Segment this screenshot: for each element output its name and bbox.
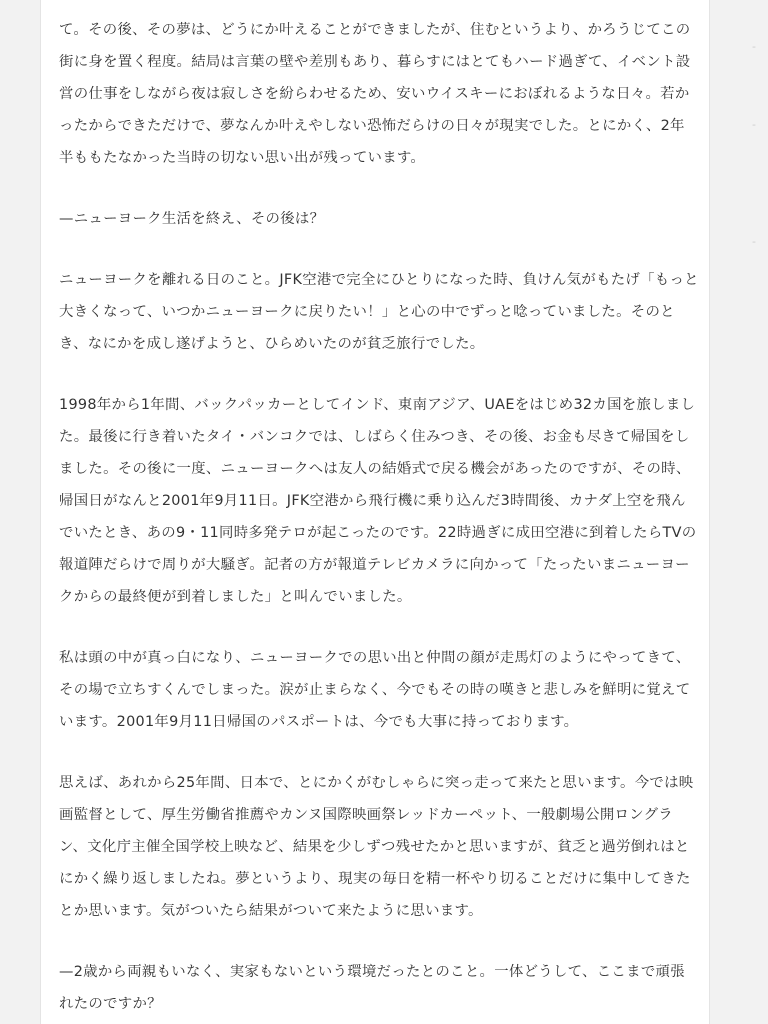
side-dash-mark: -	[752, 118, 756, 131]
paragraph-25-years: 思えば、あれから25年間、日本で、とにかくがむしゃらに突っ走って来たと思います。今では映画監督として、厚生労働省推薦やカンヌ国際映画祭レッドカーペット、一般劇場公開ロングラン、文化庁主催全国学校上映など、結果を少しずつ残せたかと思いますが、貧乏と過労倒れはとにかく繰り返しましたね。夢というより、現実の毎日を精一杯やり切ることだけに集中してきたとか思います。気がついたら結果がついて来たように思います。	[59, 775, 694, 919]
interview-question-childhood: —2歳から両親もいなく、実家もないという環境だったとのこと。一体どうして、ここまで頑張れたのですか？	[59, 964, 685, 1012]
paragraph-nyc-life: て。その後、その夢は、どうにか叶えることができましたが、住むというより、かろうじてこの街に身を置く程度。結局は言葉の壁や差別もあり、暮らすにはとてもハード過ぎて、イベント設営の仕事をしながら夜は寂しさを紛らわせるため、安いウイスキーにおぼれるような日々。若かったからできただけで、夢なんか叶えやしない恐怖だらけの日々が現実でした。とにかく、2年半ももたなかった当時の切ない思い出が残っています。	[59, 22, 691, 166]
article-body	[59, 14, 699, 1024]
paragraph-leaving-nyc: ニューヨークを離れる日のこと。JFK空港で完全にひとりになった時、負けん気がもたげ「もっと大きくなって、いつかニューヨークに戻りたい！」と心の中でずっと唸っていました。そのとき、なにかを成し遂げようと、ひらめいたのが貧乏旅行でした。	[59, 272, 699, 352]
paragraph-911-memory: 私は頭の中が真っ白になり、ニューヨークでの思い出と仲間の顔が走馬灯のようにやってきて、その場で立ちすくんでしまった。涙が止まらなく、今でもその時の嘆きと悲しみを鮮明に覚えています。2001年9月11日帰国のパスポートは、今でも大事に持っております。	[59, 650, 691, 730]
side-dash-mark: -	[752, 235, 756, 248]
interview-question-after-nyc: —ニューヨーク生活を終え、その後は？	[59, 211, 325, 227]
side-dash-mark: -	[752, 40, 756, 53]
paragraph-backpacking-travel: 1998年から1年間、バックパッカーとしてインド、東南アジア、UAEをはじめ32カ国を旅しました。最後に行き着いたタイ・バンコクでは、しばらく住みつき、その後、お金も尽きて帰国をしました。その後に一度、ニューヨークへは友人の結婚式で戻る機会があったのですが、その時、帰国日がなんと2001年9月11日。JFK空港から飛行機に乗り込んだ3時間後、カナダ上空を飛んでいたとき、あの9・11同時多発テロが起こったのです。22時過ぎに成田空港に到着したらTVの報道陣だらけで周りが大騒ぎ。記者の方が報道テレビカメラに向かって「たったいまニューヨークからの最終便が到着しました」と叫んでいました。	[59, 397, 697, 605]
